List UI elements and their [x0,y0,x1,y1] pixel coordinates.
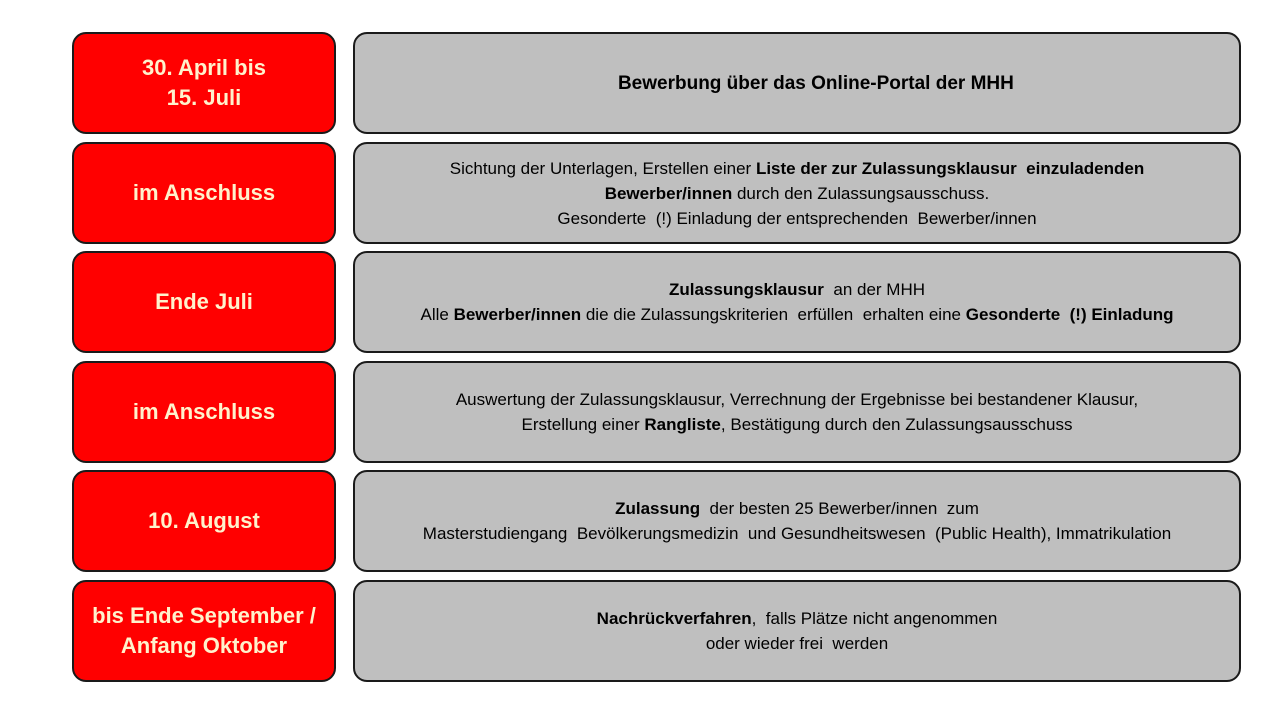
step-description-line [522,412,1073,437]
step-text-segment: die die Zulassungskriterien erfüllen erhalten eine [581,305,966,324]
step-date-box [72,32,336,134]
step-text-segment: der besten 25 Bewerber/innen zum [700,499,979,518]
step-text-segment: Nachrückverfahren [596,609,752,628]
step-text-segment: Bewerber/innen [604,183,733,203]
step-text-segment: Bewerbung über das Online-Portal der MHH [617,72,1014,94]
step-text-segment: durch den Zulassungsausschuss. [732,183,990,203]
step-text-segment: Rangliste [644,415,721,434]
step-description-line [669,277,925,302]
step-description-line [605,181,990,206]
step-description-line [597,606,998,631]
step-text-segment: Masterstudiengang Bevölkerungsmedizin und Gesundheitswesen (Public Health), Immatrikulation [422,524,1172,543]
timeline-step-3 [72,251,1242,353]
step-description-box [353,361,1241,463]
step-description-line [706,631,888,656]
step-date-box [72,580,336,682]
step-text-segment: an der MHH [823,280,926,299]
step-description-line [450,156,1144,181]
step-description-line [615,496,979,521]
step-date-box [72,470,336,572]
step-date-line: 10. August [148,508,260,533]
timeline-step-2 [72,142,1242,244]
step-date-line: im Anschluss [132,180,276,205]
step-description-line [456,387,1138,412]
step-description-box [353,32,1241,134]
step-description-line [557,206,1036,231]
timeline-step-1 [72,32,1242,134]
step-date-line: 30. April bis [142,55,266,80]
step-description-line [580,46,1014,121]
step-date-line: Ende Juli [155,289,253,314]
step-text-segment: Alle [420,305,454,324]
step-text-segment: Zulassung [615,499,701,518]
step-date-line: im Anschluss [132,399,276,424]
step-description-box [353,580,1241,682]
step-date-box [72,361,336,463]
step-description-line [420,302,1173,327]
step-text-segment: oder wieder frei werden [705,634,889,653]
timeline-step-4 [72,361,1242,463]
step-text-segment: , falls Plätze nicht angenommen [751,609,998,628]
step-date-box [72,142,336,244]
step-description-line [423,521,1171,546]
step-text-segment: Bewerber/innen [453,305,582,324]
timeline-step-6 [72,580,1242,682]
step-date-line: bis Ende September / [92,603,316,628]
step-text-segment: Erstellung einer [521,415,645,434]
step-date-line: 15. Juli [166,85,242,110]
step-description-box [353,251,1241,353]
step-description-box [353,470,1241,572]
step-description-box [353,142,1241,244]
step-date-line: Anfang Oktober [120,633,288,658]
step-text-segment: Gesonderte (!) Einladung der entsprechenden Bewerber/innen [557,208,1037,228]
step-text-segment: , Bestätigung durch den Zulassungsausschuss [720,415,1073,434]
step-text-segment: Zulassungsklausur [668,280,824,299]
step-text-segment: Gesonderte (!) Einladung [965,305,1174,324]
step-text-segment: Sichtung der Unterlagen, Erstellen einer [449,158,756,178]
timeline-step-5 [72,470,1242,572]
step-date-box [72,251,336,353]
step-text-segment: Liste der zur Zulassungsklausur einzuladenden [755,158,1145,178]
step-text-segment: Auswertung der Zulassungsklausur, Verrechnung der Ergebnisse bei bestandener Klausur, [455,390,1139,409]
